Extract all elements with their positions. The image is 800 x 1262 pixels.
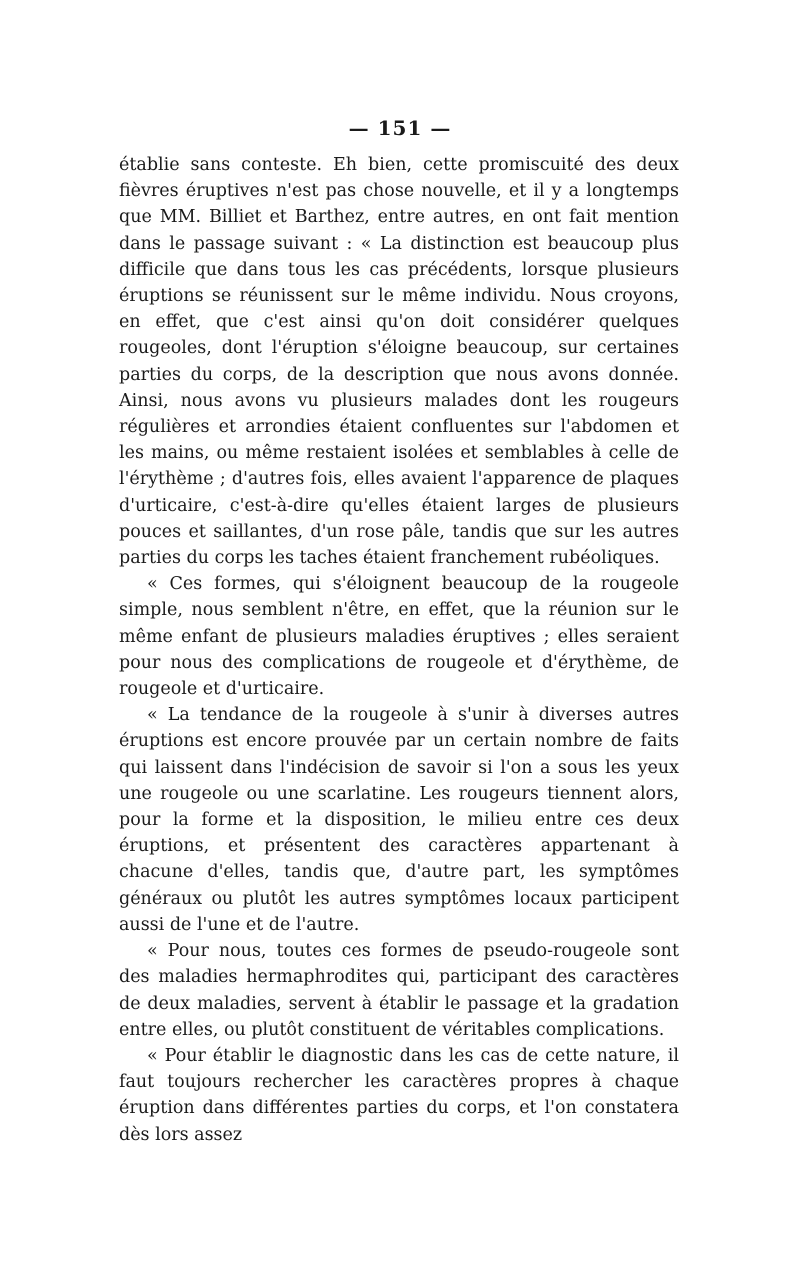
paragraph-5: « Pour établir le diagnostic dans les cas de cette nature, il faut toujours rechercher les caractères propres à chaque éruption dans différentes parties du corps, et l'on constatera dès lors assez — [119, 1045, 679, 1145]
paragraph-3: « La tendance de la rougeole à s'unir à diverses autres éruptions est encore prouvée par un certain nombre de faits qui laissent dans l'indécision de savoir si l'on a sous les yeux une rougeole ou une scarlatine. Les rougeurs tiennent alors, pour la forme et la disposition, le milieu entre ces deux éruptions, et présentent des caractères appartenant à chacune d'elles, tandis que, d'autre part, les symptômes généraux ou plutôt les autres symptômes locaux participent aussi de l'une et de l'autre. — [119, 705, 679, 935]
paragraph-1: établie sans conteste. Eh bien, cette promiscuité des deux fièvres éruptives n'est pas chose nouvelle, et il y a longtemps que MM. Billiet et Barthez, entre autres, en ont fait mention dans le passage suivant : « La distinction est beaucoup plus difficile que dans tous les cas précédents, lorsque plusieurs éruptions se réunissent sur le même individu. Nous croyons, en effet, que c'est ainsi qu'on doit considérer quelques rougeoles, dont l'éruption s'éloigne beaucoup, sur certaines parties du corps, de la description que nous avons donnée. Ainsi, nous avons vu plusieurs malades dont les rougeurs régulières et arrondies étaient confluentes sur l'abdomen et les mains, ou même restaient isolées et semblables à celle de l'érythème ; d'autres fois, elles avaient l'apparence de plaques d'urticaire, c'est-à-dire qu'elles étaient larges de plusieurs pouces et saillantes, d'un rose pâle, tandis que sur les autres parties du corps les taches étaient franchement rubéoliques. — [119, 155, 679, 569]
paragraph-4: « Pour nous, toutes ces formes de pseudo-rougeole sont des maladies hermaphrodites qui, participant des caractères de deux maladies, servent à établir le passage et la gradation entre elles, ou plutôt constituent de véritables complications. — [119, 941, 679, 1040]
paragraph-2: « Ces formes, qui s'éloignent beaucoup de la rougeole simple, nous semblent n'être, en effet, que la réunion sur le même enfant de plusieurs maladies éruptives ; elles seraient pour nous des complications de rougeole et d'érythème, de rougeole et d'urticaire. — [119, 574, 679, 700]
page-number: — 151 — — [348, 116, 452, 140]
body-text — [119, 152, 679, 1148]
